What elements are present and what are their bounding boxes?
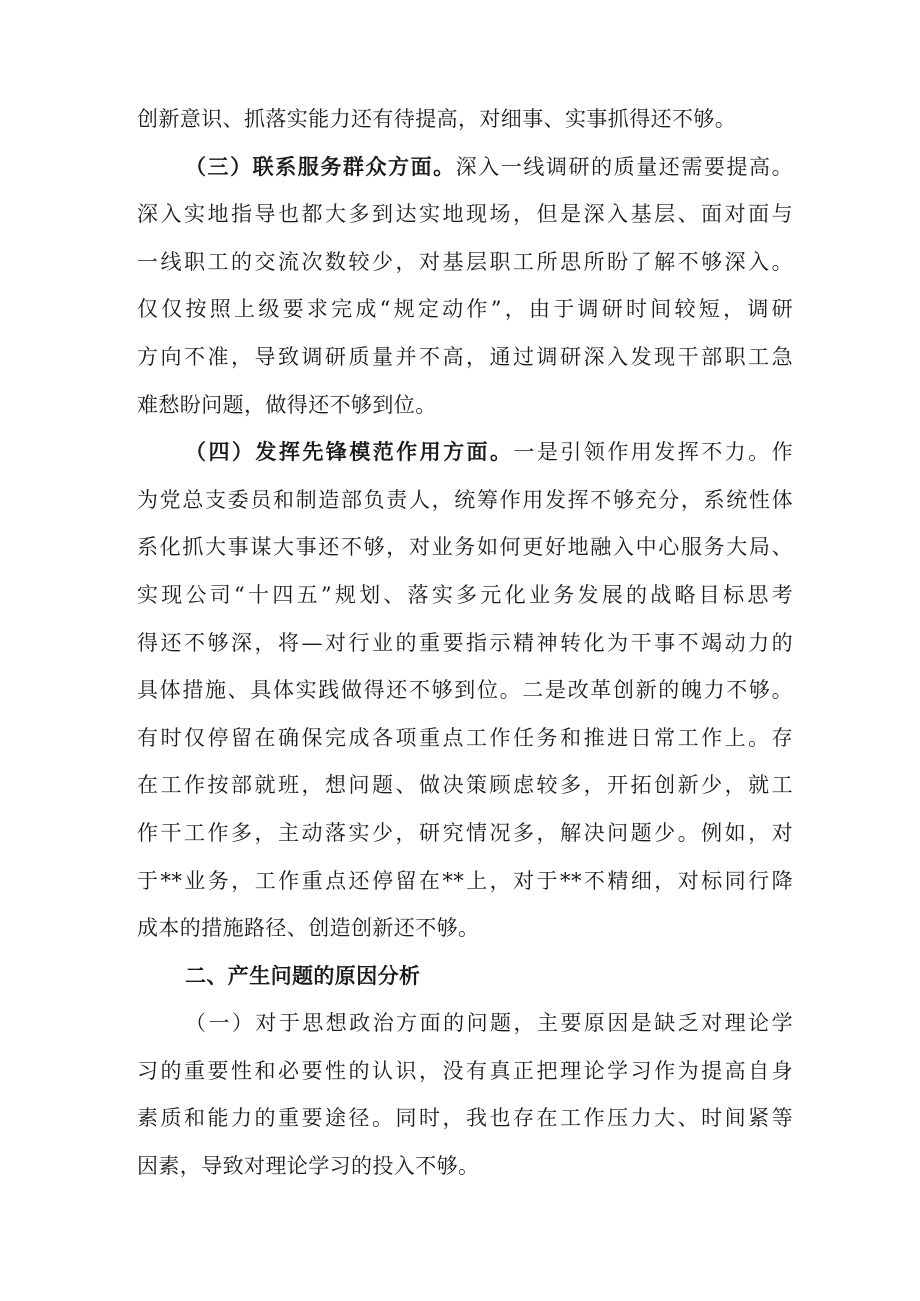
text-line: [137, 1095, 793, 1143]
text-line: [137, 572, 793, 620]
body-text: 创新意识、抓落实能力还有待提高，对细事、实事抓得还不够。: [137, 107, 737, 131]
body-text: 一线职工的交流次数较少，对基层职工所思所盼了解不够深入。: [137, 249, 793, 274]
body-text: 深入实地指导也都大多到达实地现场，但是深入基层、面对面与: [137, 202, 793, 227]
body-text: （一）对于思想政治方面的问题，主要原因是缺乏对理论学: [185, 1011, 793, 1036]
body-text: 仅仅按照上级要求完成“规定动作”，由于调研时间较短，调研: [137, 297, 793, 322]
text-line: [137, 1000, 793, 1048]
body-text: 深入一线调研的质量还需要提高。: [455, 154, 793, 179]
text-line: [137, 620, 793, 668]
text-line: [137, 1048, 793, 1096]
bold-heading-text: 二、产生问题的原因分析: [185, 963, 421, 988]
body-text: 有时仅停留在确保完成各项重点工作任务和推进日常工作上。存: [137, 725, 793, 750]
body-text: 为党总支委员和制造部负责人，统筹作用发挥不够充分，系统性体: [137, 487, 793, 512]
text-line: [137, 96, 793, 144]
body-text: 于**业务，工作重点还停留在**上，对于**不精细，对标同行降: [137, 868, 793, 893]
document-page: [137, 96, 793, 1191]
text-line: [137, 858, 793, 906]
text-line: [137, 715, 793, 763]
text-line: [137, 239, 793, 287]
body-text: 系化抓大事谋大事还不够，对业务如何更好地融入中心服务大局、: [137, 535, 793, 560]
text-line: [137, 953, 793, 1001]
text-line: [137, 667, 793, 715]
body-text: 素质和能力的重要途径。同时，我也存在工作压力大、时间紧等: [137, 1106, 793, 1131]
text-line: [137, 382, 793, 430]
text-line: [137, 286, 793, 334]
text-line: [137, 429, 793, 477]
text-line: [137, 762, 793, 810]
body-text: 方向不准，导致调研质量并不高，通过调研深入发现干部职工急: [137, 344, 793, 369]
bold-heading-text: （四）发挥先锋模范作用方面。: [185, 440, 514, 465]
text-line: [137, 810, 793, 858]
text-line: [137, 191, 793, 239]
text-line: [137, 144, 793, 192]
body-text: 具体措施、具体实践做得还不够到位。二是改革创新的魄力不够。: [137, 678, 793, 703]
text-line: [137, 1143, 793, 1191]
body-text: 一是引领作用发挥不力。作: [513, 440, 793, 465]
body-text: 在工作按部就班，想问题、做决策顾虑较多，开拓创新少，就工: [137, 773, 793, 798]
bold-heading-text: （三）联系服务群众方面。: [185, 154, 456, 179]
body-text: 作干工作多，主动落实少，研究情况多，解决问题少。例如，对: [137, 820, 793, 845]
text-line: [137, 334, 793, 382]
body-text: 成本的措施路径、创造创新还不够。: [137, 916, 480, 941]
body-text: 难愁盼问题，做得还不够到位。: [137, 392, 437, 417]
body-text: 习的重要性和必要性的认识，没有真正把理论学习作为提高自身: [137, 1058, 793, 1083]
text-line: [137, 524, 793, 572]
body-text: 实现公司“十四五”规划、落实多元化业务发展的战略目标思考: [137, 582, 793, 607]
body-text: 因素，导致对理论学习的投入不够。: [137, 1154, 480, 1179]
text-line: [137, 477, 793, 525]
text-line: [137, 905, 793, 953]
body-text: 得还不够深，将—对行业的重要指示精神转化为干事不竭动力的: [137, 630, 793, 655]
